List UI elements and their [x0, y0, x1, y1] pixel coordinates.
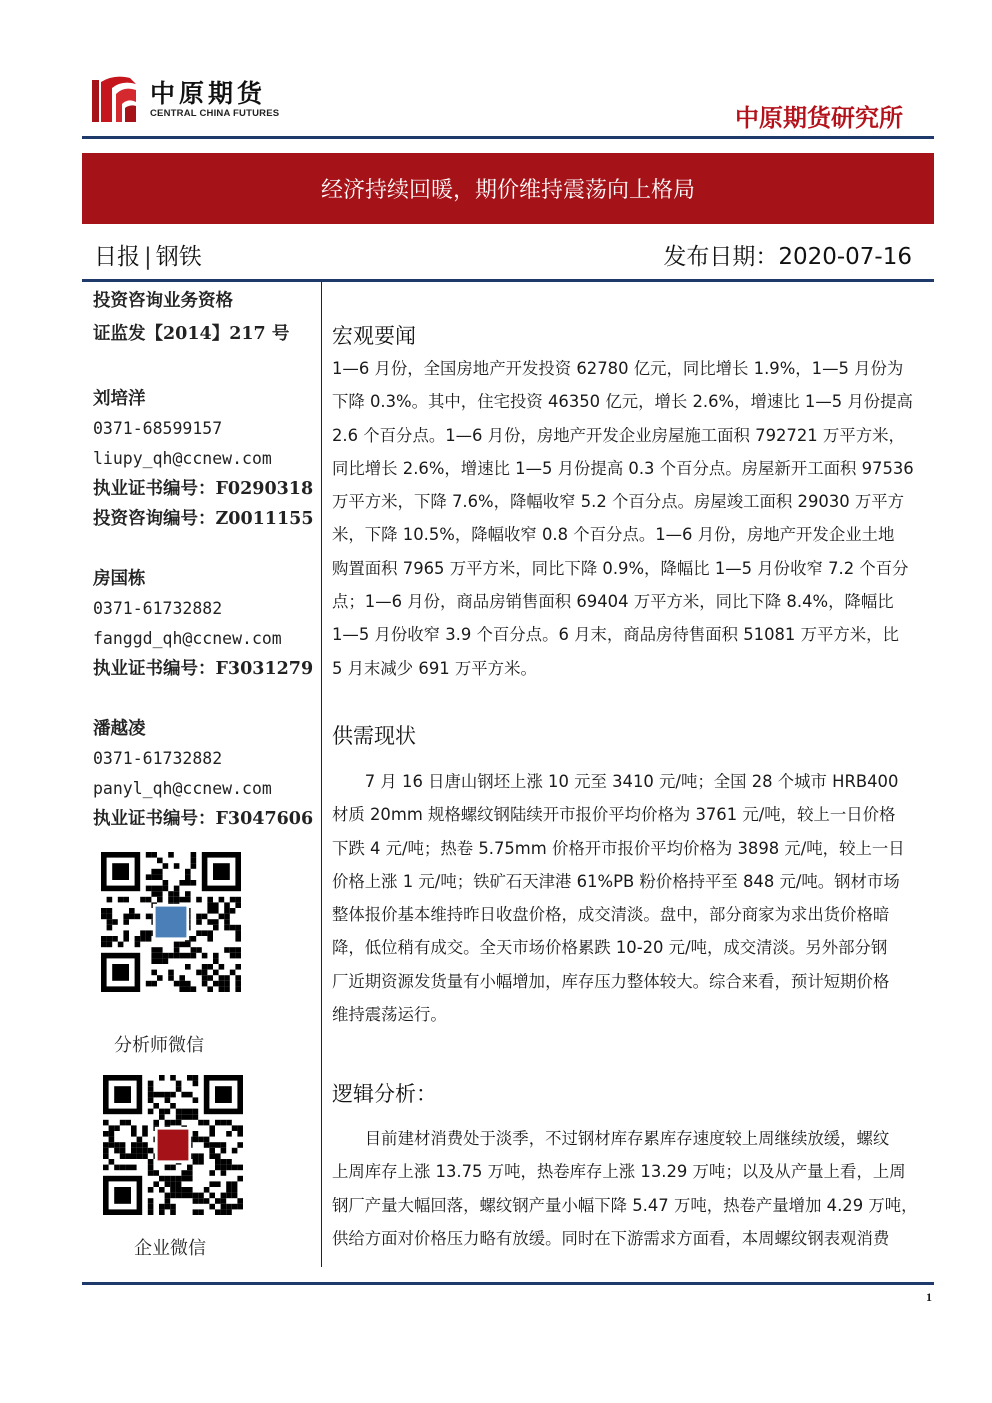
company-wechat-caption: 企业微信	[134, 1238, 206, 1259]
analyst-wechat-qr-icon[interactable]	[101, 852, 241, 992]
analyst-card	[93, 564, 318, 684]
paragraph-line: 万平方米，下降 7.6%，降幅收窄 5.2 个百分点。房屋竣工面积 29030 万平方	[332, 492, 905, 512]
paragraph-line: 5 月末减少 691 万平方米。	[332, 658, 537, 678]
paragraph-line: 7 月 16 日唐山钢坯上涨 10 元至 3410 元/吨；全国 28 个城市 HRB400	[364, 772, 899, 791]
paragraph-line: 材质 20mm 规格螺纹钢陆续开市报价平均价格为 3761 元/吨，较上一日价格	[332, 805, 896, 825]
analyst-phone: 0371-61732882	[93, 749, 223, 768]
paragraph-line: 同比增长 2.6%，增速比 1—5 月份提高 0.3 个百分点。房屋新开工面积 97536	[332, 458, 914, 478]
title-banner	[82, 153, 934, 224]
section-heading-supply: 供需现状	[332, 724, 416, 748]
analyst-email[interactable]: fanggd_qh@ccnew.com	[93, 629, 282, 648]
paragraph-line: 上周库存上涨 13.75 万吨，热卷库存上涨 13.29 万吨；以及从产量上看，上周	[332, 1162, 906, 1182]
report-type: 日报	[94, 244, 140, 270]
analyst-cert: 执业证书编号：F3031279	[93, 659, 314, 679]
analyst-email[interactable]: liupy_qh@ccnew.com	[93, 449, 272, 468]
report-category	[94, 238, 202, 271]
publish-date-label: 发布日期：	[663, 244, 779, 270]
paragraph-line: 1—6 月份，全国房地产开发投资 62780 亿元，同比增长 1.9%，1—5 月份为	[332, 359, 904, 378]
paragraph-line: 下跌 4 元/吨；热卷 5.75mm 价格开市报价平均价格为 3898 元/吨，较上一日	[332, 838, 905, 858]
macro-paragraph	[332, 352, 926, 685]
company-wechat-qr-icon[interactable]	[103, 1075, 243, 1215]
category-separator: |	[144, 244, 152, 270]
paragraph-line: 钢厂产量大幅回落，螺纹钢产量小幅下降 5.47 万吨，热卷产量增加 4.29 万吨，	[332, 1195, 918, 1215]
section-heading-macro: 宏观要闻	[332, 324, 416, 348]
paragraph-line: 购置面积 7965 万平方米，同比下降 0.9%，降幅比 1—5 月份收窄 7.2 个百分	[332, 558, 909, 578]
footer-divider	[82, 1282, 934, 1285]
publish-date	[663, 238, 912, 271]
analyst-name: 刘培洋	[93, 389, 146, 409]
paragraph-line: 降，低位稍有成交。全天市场价格累跌 10-20 元/吨，成交清淡。另外部分钢	[332, 938, 888, 958]
analyst-advisory-number: 投资咨询编号：Z0011155	[93, 509, 314, 529]
logo-mark-icon	[92, 72, 138, 122]
paragraph-line: 维持震荡运行。	[332, 1005, 447, 1025]
paragraph-line: 2.6 个百分点。1—6 月份，房地产开发企业房屋施工面积 792721 万平方米，	[332, 425, 905, 445]
paragraph-line: 点；1—6 月份，商品房销售面积 69404 万平方米，同比下降 8.4%，降幅比	[332, 592, 894, 612]
analyst-wechat-caption: 分析师微信	[114, 1035, 204, 1056]
analyst-card	[93, 714, 318, 834]
report-title: 经济持续回暖，期价维持震荡向上格局	[320, 178, 695, 203]
qualification-block	[93, 286, 318, 349]
top-divider	[82, 136, 934, 139]
qualification-line: 投资咨询业务资格	[93, 291, 233, 311]
analyst-name: 潘越凌	[93, 719, 146, 739]
analyst-phone: 0371-61732882	[93, 599, 223, 618]
header-divider	[82, 279, 934, 282]
paragraph-line: 厂近期资源发货量有小幅增加，库存压力整体较大。综合来看，预计短期价格	[332, 971, 890, 991]
supply-paragraph	[332, 765, 926, 1031]
page-number: 1	[926, 1290, 932, 1304]
analyst-phone: 0371-68599157	[93, 419, 223, 438]
paragraph-line: 1—5 月份收窄 3.9 个百分点。6 月末，商品房待售面积 51081 万平方米，比	[332, 625, 899, 645]
logic-paragraph	[332, 1122, 926, 1255]
institute-name: 中原期货研究所	[735, 104, 903, 132]
section-heading-logic: 逻辑分析：	[332, 1082, 437, 1106]
analyst-name: 房国栋	[93, 569, 146, 589]
publish-date-value: 2020-07-16	[778, 244, 912, 270]
qualification-number: 证监发【2014】217 号	[93, 324, 290, 344]
logo-chinese-text: 中原期货	[150, 79, 267, 108]
paragraph-line: 价格上涨 1 元/吨；铁矿石天津港 61%PB 粉价格持平至 848 元/吨。钢材市场	[332, 871, 900, 891]
column-divider	[321, 282, 322, 1267]
analyst-card	[93, 384, 318, 534]
paragraph-line: 下降 0.3%。其中，住宅投资 46350 亿元，增长 2.6%，增速比 1—5 月份提高	[332, 392, 913, 412]
analyst-cert: 执业证书编号：F0290318	[93, 479, 314, 499]
logo-english-text: CENTRAL CHINA FUTURES	[150, 108, 280, 119]
analyst-email[interactable]: panyl_qh@ccnew.com	[93, 779, 272, 798]
paragraph-line: 目前建材消费处于淡季，不过钢材库存累库存速度较上周继续放缓，螺纹	[364, 1129, 890, 1148]
analyst-cert: 执业证书编号：F3047606	[93, 809, 314, 829]
paragraph-line: 供给方面对价格压力略有放缓。同时在下游需求方面看，本周螺纹钢表观消费	[332, 1228, 890, 1248]
company-logo	[92, 72, 292, 124]
report-sector: 钢铁	[155, 244, 202, 270]
paragraph-line: 整体报价基本维持昨日收盘价格，成交清淡。盘中，部分商家为求出货价格暗	[332, 905, 890, 925]
paragraph-line: 米，下降 10.5%，降幅收窄 0.8 个百分点。1—6 月份，房地产开发企业土地	[332, 525, 895, 545]
